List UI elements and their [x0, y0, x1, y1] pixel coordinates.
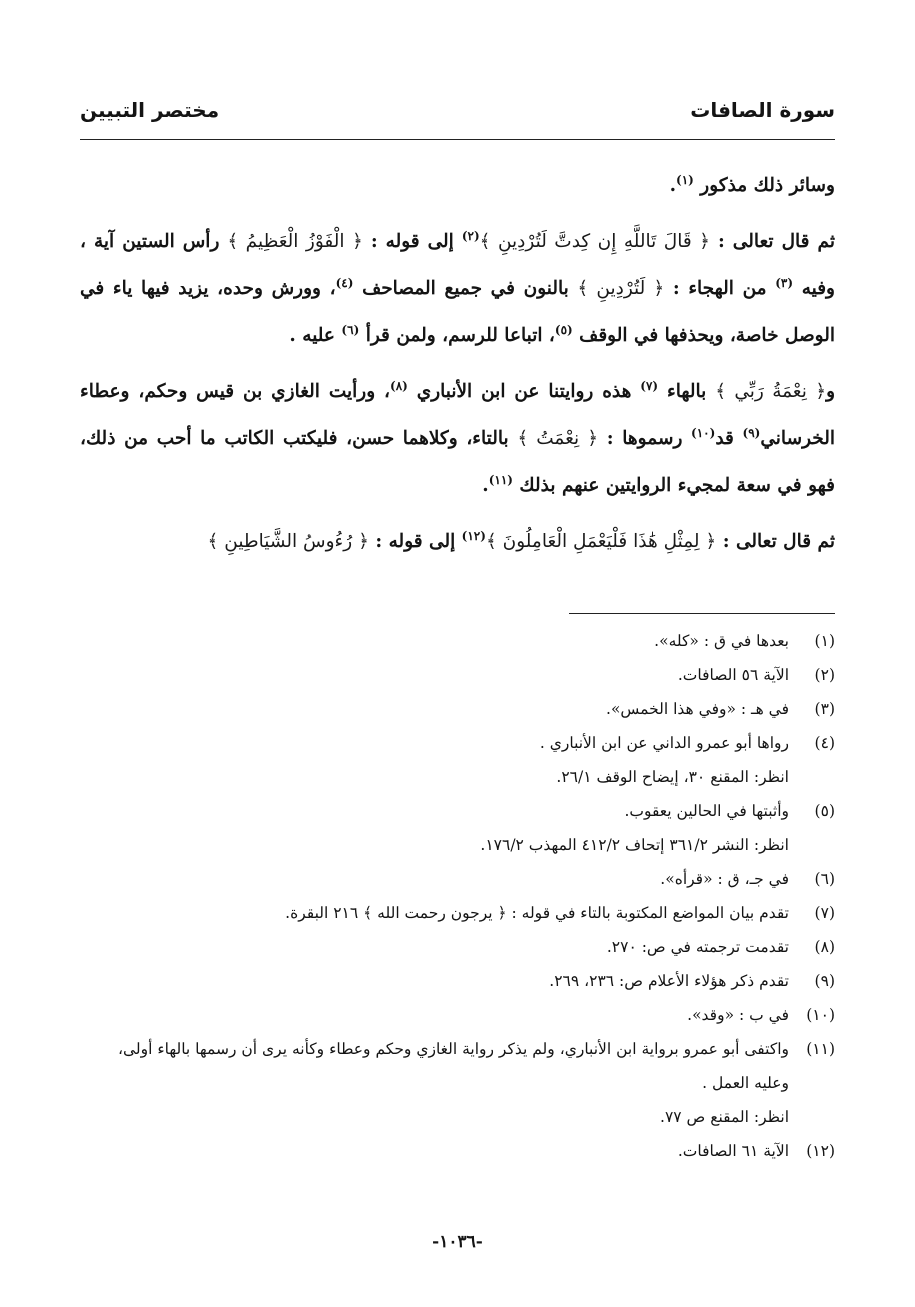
main-text	[80, 162, 835, 565]
quran-quote: ﴿ الْفَوْزُ الْعَظِيمُ ﴾	[227, 231, 363, 252]
footnote-ref[interactable]: (٨)	[390, 378, 408, 393]
p2-text-a: ثم قال تعالى :	[709, 231, 835, 252]
p4-text-b: إلى قوله :	[368, 531, 462, 552]
footnote-3	[80, 692, 835, 726]
footnote-ref[interactable]: (٥)	[554, 322, 573, 337]
footnote-text: في جـ، ق : «قرأه».	[660, 870, 789, 888]
footnote-ref[interactable]: (٦)	[341, 322, 360, 337]
footnote-number: (٨)	[814, 938, 835, 956]
footnote-text: الآية ٥٦ الصافات.	[677, 666, 789, 684]
running-header-surah: سورة الصافات	[690, 98, 835, 122]
p2-text-d: من الهجاء :	[664, 278, 776, 299]
footnote-8	[80, 930, 835, 964]
p3-text-c: هذه روايتنا عن ابن الأنباري	[407, 381, 641, 402]
footnote-2	[80, 658, 835, 692]
footnote-7	[80, 896, 835, 930]
quran-quote: ﴿ رُءُوسُ الشَّيَاطِينِ ﴾	[207, 531, 369, 552]
footnote-text: بعدها في ق : «كله».	[654, 632, 789, 650]
paragraph-3	[80, 368, 835, 509]
p2-text-b: إلى قوله :	[362, 231, 462, 252]
p2-text-e: بالنون في جميع المصاحف	[353, 278, 578, 299]
footnote-4	[80, 726, 835, 760]
footnote-9	[80, 964, 835, 998]
p3-text-h: .	[482, 475, 489, 496]
footnote-ref[interactable]: (٧)	[640, 378, 659, 393]
p2-text-g: ، اتباعا للرسم، ولمن قرأ	[359, 325, 555, 346]
paragraph-2	[80, 218, 835, 359]
p3-text-f: رسموها :	[598, 428, 692, 449]
footnote-text: تقدمت ترجمته في ص: ٢٧٠.	[606, 938, 789, 956]
header-divider	[80, 139, 835, 140]
footnote-11-source: انظر: المقنع ص ٧٧.	[660, 1108, 789, 1126]
footnote-4-source: انظر: المقنع ٣٠، إيضاح الوقف ٢٦/١.	[556, 768, 789, 786]
footnote-5	[80, 794, 835, 828]
quran-quote: ﴿ قَالَ تَاللَّهِ إِن كِدتَّ لَتُرْدِينِ ﴾	[479, 231, 710, 252]
footnote-ref[interactable]: (٢)	[461, 228, 480, 243]
footnote-number: (٦)	[814, 870, 835, 888]
footnote-text: رواها أبو عمرو الداني عن ابن الأنباري .	[539, 734, 789, 752]
footnote-number: (١٢)	[806, 1142, 835, 1160]
footnote-text: واكتفى أبو عمرو برواية ابن الأنباري، ولم يذكر رواية الغازي وحكم وعطاء وكأنه يرى أن رسمها بالهاء أولى، وعليه العمل .	[117, 1040, 789, 1092]
p2-text-f: ، وورش وحده، يزيد فيها ياء في الوصل خاصة، ويحذفها في الوقف	[80, 278, 835, 346]
p2-text-h: عليه .	[289, 325, 342, 346]
footnote-ref[interactable]: (٣)	[775, 275, 794, 290]
footnote-11	[80, 1032, 835, 1100]
p3-text-a: و	[826, 381, 835, 402]
footnote-6	[80, 862, 835, 896]
p3-text-g: بالتاء، وكلاهما حسن، فليكتب الكاتب ما أحب من ذلك، فهو في سعة لمجيء الروايتين عنهم بذلك	[80, 428, 835, 496]
footnote-divider	[569, 613, 835, 614]
paragraph-4	[80, 518, 835, 565]
footnote-text: تقدم بيان المواضع المكتوبة بالتاء في قوله : ﴿ يرجون رحمت الله ﴾ ٢١٦ البقرة.	[285, 904, 789, 922]
footnote-text: في هـ : «وفي هذا الخمس».	[606, 700, 789, 718]
p3-text-e: قد	[715, 428, 743, 449]
footnote-5-source: انظر: النشر ٣٦١/٢ إتحاف ٤١٢/٢ المهذب ١٧٦/٢.	[480, 836, 789, 854]
running-header-book: مختصر التبيين	[80, 98, 220, 122]
footnote-ref[interactable]: (١٢)	[461, 528, 486, 543]
page-number: -١٠٣٦-	[432, 1232, 483, 1252]
footnote-ref[interactable]: (١١)	[488, 472, 513, 487]
p1-end: .	[669, 175, 677, 196]
footnote-number: (٢)	[814, 666, 835, 684]
footnote-number: (١٠)	[806, 1006, 835, 1024]
footnote-text: في ب : «وقد».	[687, 1006, 789, 1024]
footnote-number: (٩)	[814, 972, 835, 990]
quran-quote: ﴿ نِعْمَتُ ﴾	[517, 428, 599, 449]
footnote-text: وأثبتها في الحالين يعقوب.	[624, 802, 789, 820]
p3-text-b: بالهاء	[658, 381, 716, 402]
footnote-ref[interactable]: (٤)	[335, 275, 354, 290]
footnote-text: تقدم ذكر هؤلاء الأعلام ص: ٢٣٦، ٢٦٩.	[549, 972, 789, 990]
footnote-text: الآية ٦١ الصافات.	[677, 1142, 789, 1160]
p3-text-d: ، ورأيت الغازي بن قيس وحكم، وعطاء الخرساني	[80, 381, 835, 449]
quran-quote: ﴿ لِمِثْلِ هَٰذَا فَلْيَعْمَلِ الْعَامِلُونَ ﴾	[485, 531, 717, 552]
p1-text: وسائر ذلك مذكور	[700, 175, 835, 196]
footnote-12	[80, 1134, 835, 1168]
quran-quote: ﴿ لَتُرْدِينِ ﴾	[577, 278, 665, 299]
footnote-number: (١)	[814, 632, 835, 650]
p2-text-c: رأس الستين آية ، وفيه	[80, 231, 835, 299]
footnote-number: (٣)	[814, 700, 835, 718]
footnote-ref[interactable]: (٩)	[742, 425, 761, 440]
footnote-number: (٧)	[814, 904, 835, 922]
footnote-number: (١١)	[806, 1040, 835, 1058]
footnote-number: (٤)	[814, 734, 835, 752]
quran-quote: ﴿ نِعْمَةُ رَبِّي ﴾	[715, 381, 827, 402]
footnote-ref[interactable]: (١)	[676, 172, 694, 187]
paragraph-1	[80, 162, 835, 209]
p4-text-a: ثم قال تعالى :	[716, 531, 835, 552]
footnotes	[80, 624, 835, 1168]
footnote-number: (٥)	[814, 802, 835, 820]
footnote-ref[interactable]: (١٠)	[691, 425, 716, 440]
footnote-1	[80, 624, 835, 658]
footnote-10	[80, 998, 835, 1032]
